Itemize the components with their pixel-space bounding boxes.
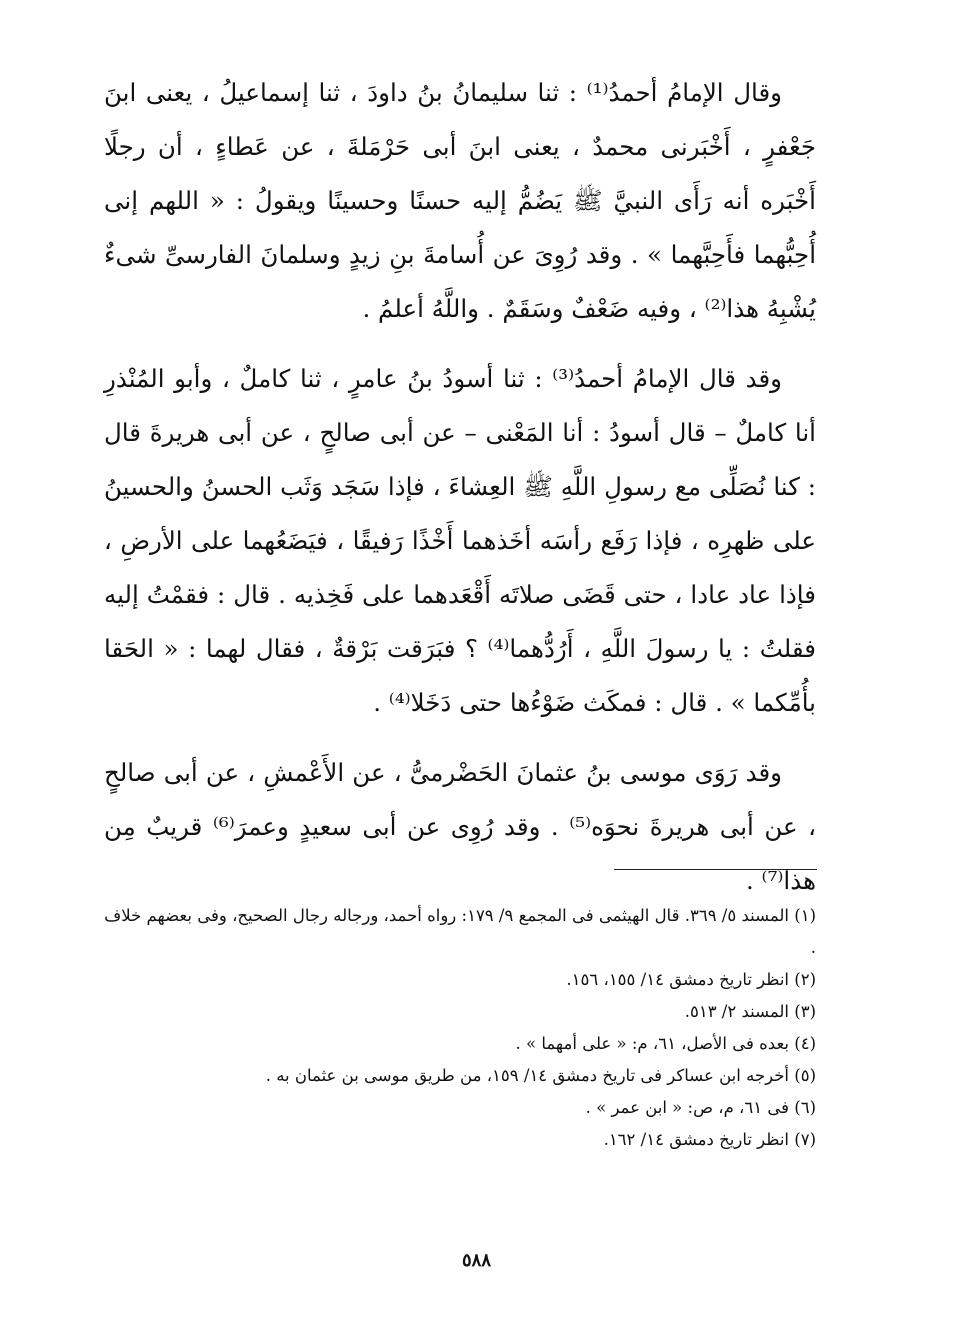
footnotes xyxy=(104,900,816,1156)
footnote: (١) المسند ٥/ ٣٦٩. قال الهيثمى فى المجمع ٩/ ١٧٩: رواه أحمد، ورجاله رجال الصحيح، وفى بعضهم خلاف . xyxy=(104,906,816,957)
footnote: (٥) أخرجه ابن عساكر فى تاريخ دمشق ١٤/ ١٥٩، من طريق موسى بن عثمان به . xyxy=(265,1066,816,1085)
footnote-separator xyxy=(614,869,817,870)
footnote: (٣) المسند ٢/ ٥١٣. xyxy=(684,1002,816,1021)
page-number: ٥٨٨ xyxy=(461,1250,491,1271)
footnote: (٦) فى ٦١، م، ص: « ابن عمر » . xyxy=(585,1098,816,1117)
paragraph: وقد رَوَى موسى بنُ عثمانَ الحَضْرمىُّ ، عن الأَعْمشِ ، عن أبى صالحٍ ، عن أبى هريرةَ نحوَه⁽⁵⁾ . وقد رُوِى عن أبى سعيدٍ وعمرَ⁽⁶⁾ قريبٌ مِن هذا⁽⁷⁾ . xyxy=(104,758,816,895)
paragraph: وقد قال الإمامُ أحمدُ⁽³⁾ : ثنا أسودُ بنُ عامرٍ ، ثنا كاملٌ ، وأبو المُنْذرِ أنا كاملٌ – قال أسودُ : أنا المَعْنى – عن أبى صالحٍ ، عن أبى هريرةَ قال : كنا نُصَلِّى مع رسولِ اللَّهِ ﷺ العِشاءَ ، فإذا سَجَد وَثَب الحسنُ والحسينُ على ظهرِه ، فإذا رَفَع رأسَه أخَذهما أَخْذًا رَفيقًا ، فيَضَعُهما على الأرضِ ، فإذا عاد عادا ، حتى قَضَى صلاتَه أَقْعَدهما على فَخِذيه . قال : فقمْتُ إليه فقلتُ : يا رسولَ اللَّهِ ، أَرُدُّهما⁽⁴⁾ ؟ فبَرَقت بَرْقةٌ ، فقال لهما : « الحَقا بأُمِّكما » . قال : فمكَث ضَوْءُها حتى دَخَلا⁽⁴⁾ . xyxy=(104,364,816,717)
paragraph: وقال الإمامُ أحمدُ⁽¹⁾ : ثنا سليمانُ بنُ داودَ ، ثنا إسماعيلُ ، يعنى ابنَ جَعْفرٍ ، أَخْبَرنى محمدٌ ، يعنى ابنَ أبى حَرْمَلةَ ، عن عَطاءٍ ، أن رجلًا أَخْبَره أنه رَأَى النبيَّ ﷺ يَضُمُّ إليه حسنًا وحسينًا ويقولُ : « اللهم إنى أُحِبُّهما فأَحِبَّهما » . وقد رُوِىَ عن أُسامةَ بنِ زيدٍ وسلمانَ الفارسىِّ شىءٌ يُشْبِهُ هذا⁽²⁾ ، وفيه ضَعْفٌ وسَقَمٌ . واللَّهُ أعلمُ . xyxy=(104,78,816,323)
footnote: (٢) انظر تاريخ دمشق ١٤/ ١٥٥، ١٥٦. xyxy=(566,970,816,989)
footnote: (٤) بعده فى الأصل، ٦١، م: « على أمهما » . xyxy=(515,1034,816,1053)
main-text xyxy=(104,66,816,924)
footnote: (٧) انظر تاريخ دمشق ١٤/ ١٦٢. xyxy=(603,1130,816,1149)
